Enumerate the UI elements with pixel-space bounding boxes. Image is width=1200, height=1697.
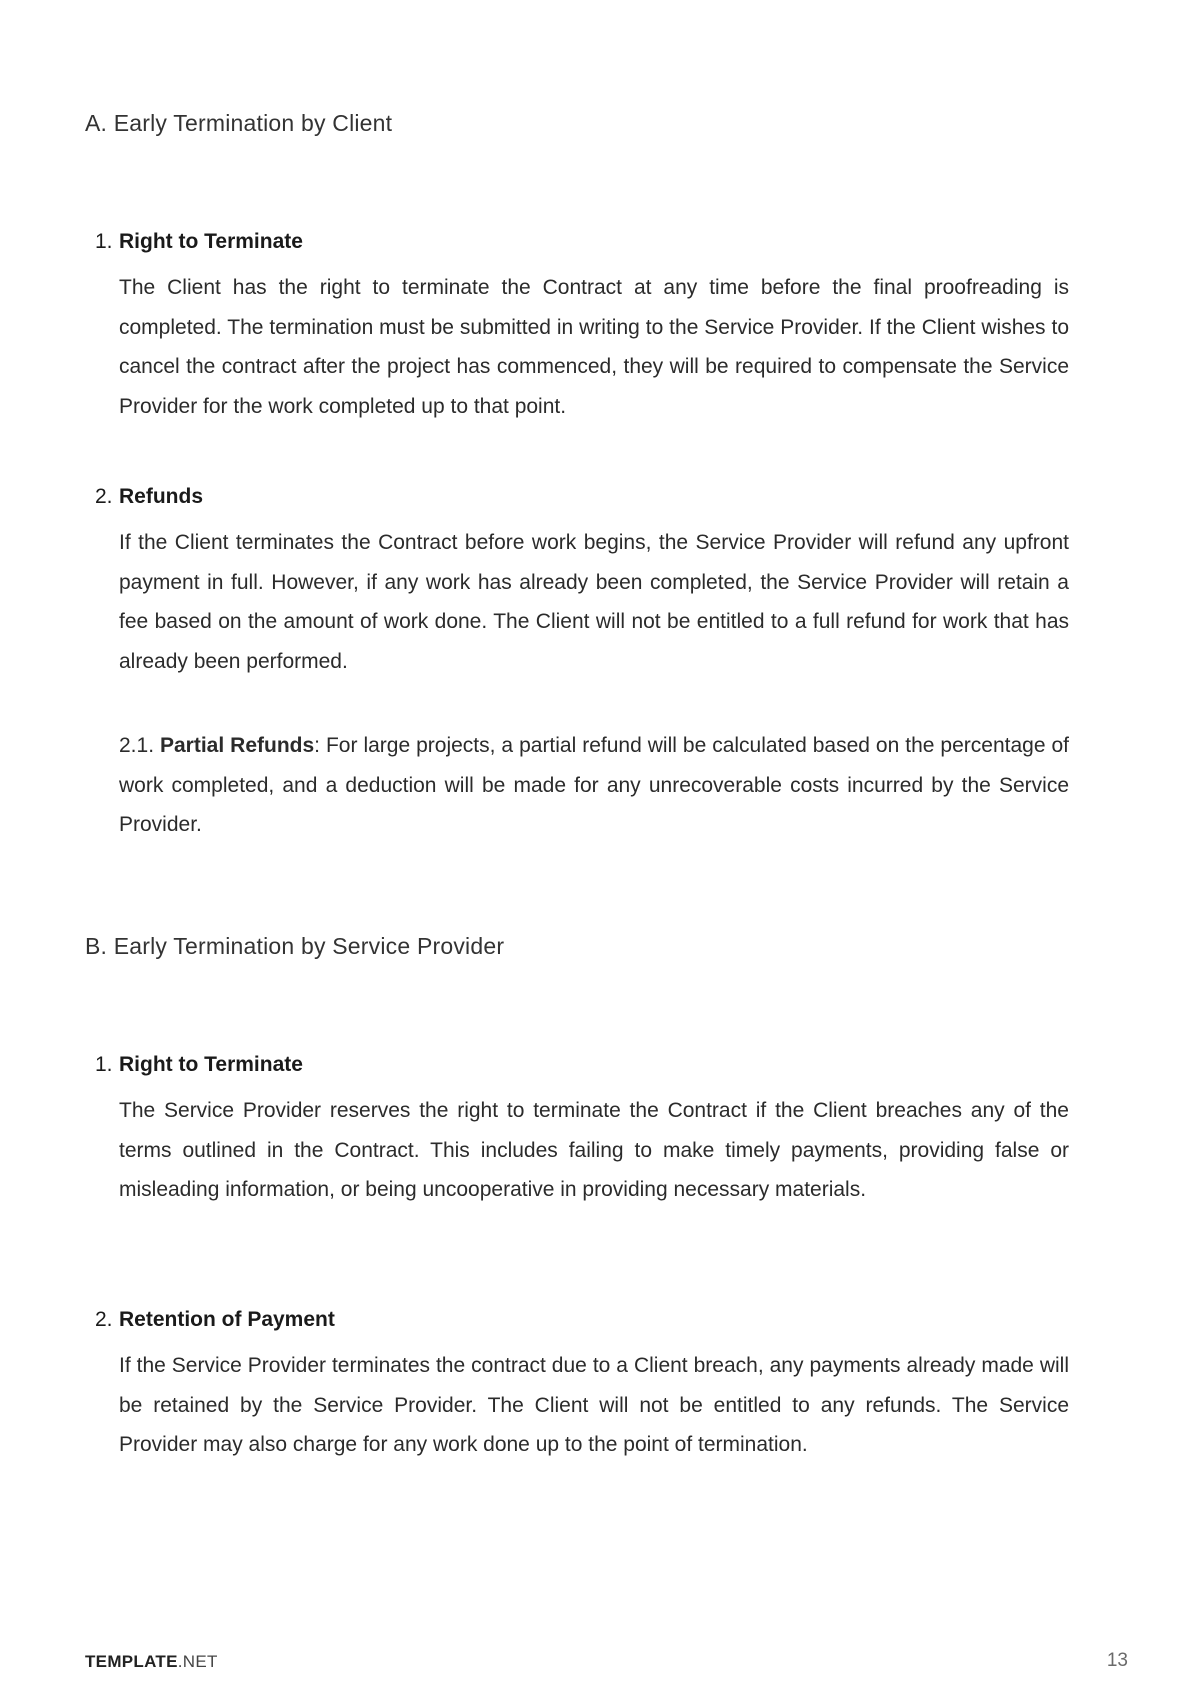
clause-title-label: Retention of Payment [119, 1308, 335, 1331]
subclause-body: : For large projects, a partial refund will be calculated based on the percentage of work completed, and a deduction will be made for any unrecoverable costs incurred by the Service Provider. [119, 734, 1069, 836]
clause-title [95, 228, 1069, 256]
clause-title [95, 1306, 1069, 1334]
subclause-title: Partial Refunds [160, 734, 315, 757]
section-b-heading: B. Early Termination by Service Provider [85, 933, 505, 959]
brand-name: TEMPLATE [85, 1652, 178, 1671]
section-a-subclause-2-1 [119, 726, 1069, 845]
brand-suffix: .NET [177, 1652, 218, 1671]
page-number: 13 [1106, 1650, 1128, 1671]
section-b-clause-2 [95, 1306, 1069, 1465]
section-a-heading: A. Early Termination by Client [85, 110, 393, 136]
brand-logo [85, 1652, 218, 1672]
clause-number: 1. [95, 1053, 113, 1076]
clause-title-label: Right to Terminate [119, 1053, 303, 1076]
clause-title [95, 483, 1069, 511]
clause-title-label: Right to Terminate [119, 230, 303, 253]
clause-body: The Service Provider reserves the right to terminate the Contract if the Client breaches any of the terms outlined in the Contract. This includes failing to make timely payments, providing false or misleading information, or being uncooperative in providing necessary materials. [119, 1099, 1069, 1201]
section-a-clause-2 [95, 483, 1069, 681]
section-a-clause-1 [95, 228, 1069, 426]
clause-body: If the Client terminates the Contract before work begins, the Service Provider will refund any upfront payment in full. However, if any work has already been completed, the Service Provider will retain a fee based on the amount of work done. The Client will not be entitled to a full refund for work that has already been performed. [119, 531, 1069, 673]
clause-title [95, 1051, 1069, 1079]
clause-number: 2. [95, 485, 113, 508]
subclause-number: 2.1. [119, 734, 155, 757]
clause-number: 1. [95, 230, 113, 253]
section-b-clause-1 [95, 1051, 1069, 1210]
clause-body: The Client has the right to terminate the Contract at any time before the final proofreading is completed. The termination must be submitted in writing to the Service Provider. If the Client wishes to cancel the contract after the project has commenced, they will be required to compensate the Service Provider for the work completed up to that point. [119, 276, 1069, 418]
clause-title-label: Refunds [119, 485, 203, 508]
clause-body: If the Service Provider terminates the contract due to a Client breach, any payments already made will be retained by the Service Provider. The Client will not be entitled to any refunds. The Service Provider may also charge for any work done up to the point of termination. [119, 1354, 1069, 1456]
clause-number: 2. [95, 1308, 113, 1331]
